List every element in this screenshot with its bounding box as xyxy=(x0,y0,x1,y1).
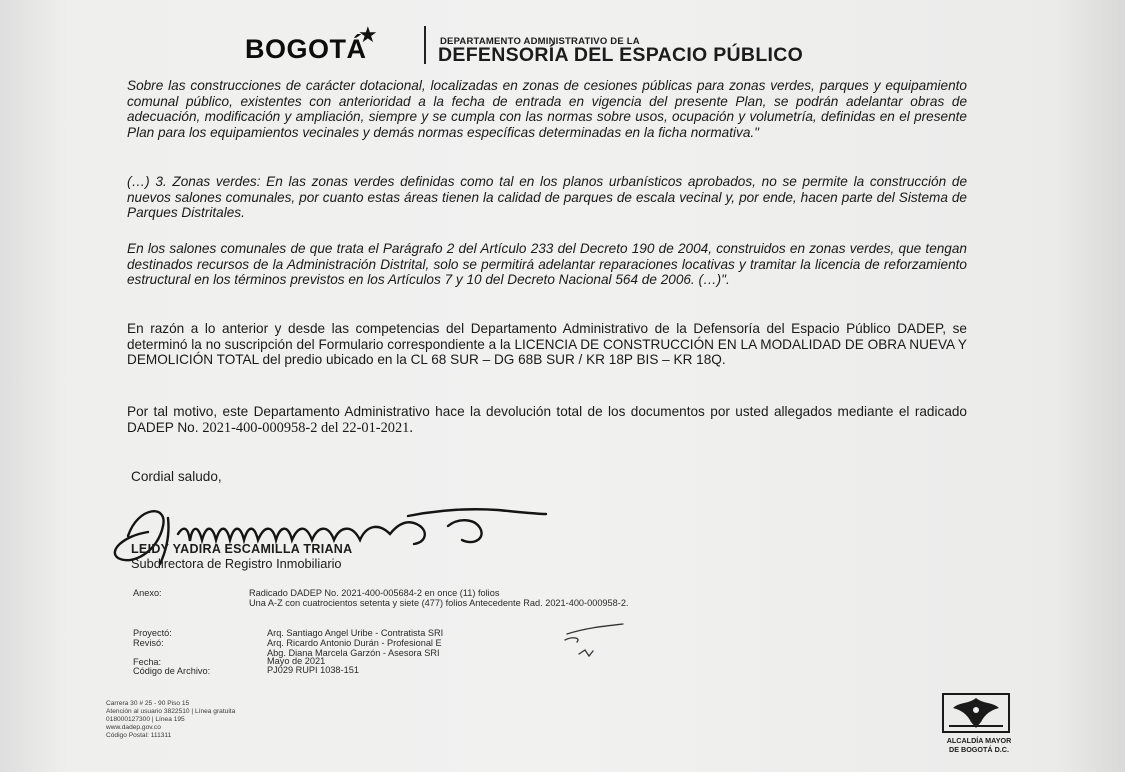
initials-scribble xyxy=(555,618,635,663)
dept-subtitle: DEPARTAMENTO ADMINISTRATIVO DE LA xyxy=(440,36,640,47)
header-divider xyxy=(424,26,426,64)
reviso-label: Revisó: xyxy=(133,638,164,648)
paragraph-2: (…) 3. Zonas verdes: En las zonas verdes definidas como tal en los planos urbanísticos aprobados, no se permite la construcción de nuevos salones comunales, por cuanto estas áreas tienen la calidad de parques de escala vecinal y, por ende, hacen parte del Sistema de Parques Distritales. xyxy=(127,174,967,221)
dept-title: DEFENSORÍA DEL ESPACIO PÚBLICO xyxy=(438,44,804,66)
signer-role: Subdirectora de Registro Inmobiliario xyxy=(131,556,342,571)
annex-line-2: Una A-Z con cuatrocientos setenta y siete (477) folios Antecedente Rad. 2021-400-000958-2. xyxy=(249,598,629,608)
reviso-value-2: Abg. Diana Marcela Garzón - Asesora SRI xyxy=(267,648,440,658)
radicado-reference: 2021-400-000958-2 del 22-01-2021. xyxy=(202,419,413,436)
signer-name: LEIDY YADIRA ESCAMILLA TRIANA xyxy=(131,542,353,556)
fecha-label: Fecha: xyxy=(133,657,162,667)
bogota-logo-text: BOGOTÁ xyxy=(245,34,367,64)
footer-address: Carrera 30 # 25 - 90 Piso 15 xyxy=(106,700,190,707)
paragraph-1: Sobre las construcciones de carácter dotacional, localizadas en zonas de cesiones públicas para zonas verdes, parques y equipamiento comunal público, existentes con anterioridad a la fecha de entrada en vigencia del presente Plan, se podrán adelantar obras de adecuación, modificación y ampliación, siempre y se cumpla con las normas sobre usos, ocupación y volumetría, definidas en el presente Plan para los equipamientos vecinales y demás normas específicas determinadas en la ficha normativa." xyxy=(127,78,967,140)
footer-postal: Código Postal: 111311 xyxy=(106,732,172,739)
alcaldia-line-1: ALCALDÍA MAYOR xyxy=(946,736,1012,745)
codigo-label: Código de Archivo: xyxy=(133,666,211,676)
fecha-value: Mayo de 2021 xyxy=(267,656,326,666)
paragraph-5-text: Por tal motivo, este Departamento Administrativo hace la devolución total de los documentos por usted allegados mediante el radicado DADEP No. xyxy=(127,404,967,435)
annex-line-1: Radicado DADEP No. 2021-400-005684-2 en once (11) folios xyxy=(249,588,500,598)
paragraph-3: En los salones comunales de que trata el Parágrafo 2 del Artículo 233 del Decreto 190 de 2004, construidos en zonas verdes, que tengan destinados recursos de la Administración Distrital, solo se permitirá adelantar reparaciones locativas y tramitar la licencia de reforzamiento estructural en los términos previstos en los Artículos 7 y 10 del Decreto Nacional 564 de 2006. (…)". xyxy=(127,241,967,288)
alcaldia-label xyxy=(919,737,1039,754)
paragraph-4: En razón a lo anterior y desde las competencias del Departamento Administrativo de la Defensoría del Espacio Público DADEP, se determinó la no suscripción del Formulario correspondiente a la LICENCIA DE CONSTRUCCIÓN EN LA MODALIDAD DE OBRA NUEVA Y DEMOLICIÓN TOTAL del predio ubicado en la CL 68 SUR – DG 68B SUR / KR 18P BIS – KR 18Q. xyxy=(127,321,967,368)
paragraph-5 xyxy=(127,404,967,436)
alcaldia-line-2: DE BOGOTÁ D.C. xyxy=(949,744,1009,754)
codigo-value: PJ029 RUPI 1038-151 xyxy=(267,665,359,675)
footer-attention: Atención al usuario 3822510 | Línea gratuita xyxy=(106,708,236,715)
closing-salutation: Cordial saludo, xyxy=(131,469,222,484)
star-icon: ★ xyxy=(358,22,378,47)
footer-phone: 018000127300 | Línea 195 xyxy=(106,716,185,723)
annex-label: Anexo: xyxy=(133,588,162,598)
proyecto-label: Proyectó: xyxy=(133,628,172,638)
footer-website: www.dadep.gov.co xyxy=(106,724,161,731)
reviso-value-1: Arq. Ricardo Antonio Durán - Profesional E xyxy=(267,638,442,648)
bogota-crest-icon xyxy=(941,692,1011,734)
proyecto-value: Arq. Santiago Angel Uribe - Contratista SRI xyxy=(267,628,444,638)
